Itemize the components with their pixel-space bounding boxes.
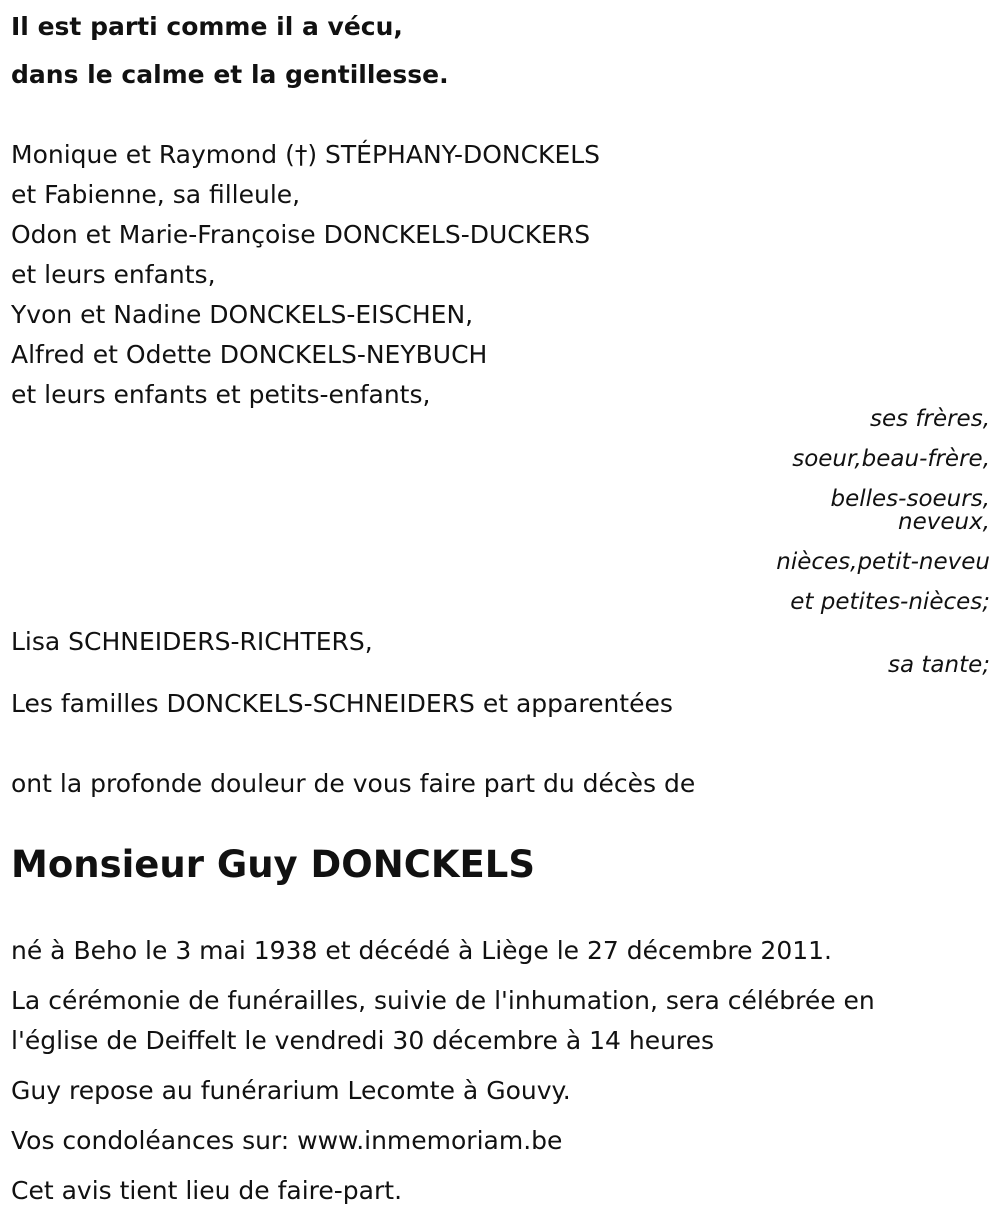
epitaph-line-2: dans le calme et la gentillesse.: [11, 60, 449, 89]
relation-label: neveux,: [898, 509, 990, 535]
family-line: Yvon et Nadine DONCKELS-EISCHEN,: [11, 300, 474, 329]
relation-label: soeur,beau-frère,: [792, 446, 990, 472]
notice-line: Cet avis tient lieu de faire-part.: [11, 1176, 403, 1205]
aunt-name: Lisa SCHNEIDERS-RICHTERS,: [11, 627, 373, 656]
relation-label: ses frères,: [869, 406, 990, 432]
rest-location-line: Guy repose au funérarium Lecomte à Gouvy.: [11, 1076, 571, 1105]
family-line: Monique et Raymond (†) STÉPHANY-DONCKELS: [11, 140, 601, 169]
birth-death-line: né à Beho le 3 mai 1938 et décédé à Liège le 27 décembre 2011.: [11, 936, 832, 965]
ceremony-line-2: l'église de Deiffelt le vendredi 30 décembre à 14 heures: [11, 1026, 715, 1055]
family-line: et Fabienne, sa filleule,: [11, 180, 301, 209]
family-line: et leurs enfants et petits-enfants,: [11, 380, 431, 409]
deceased-name: Monsieur Guy DONCKELS: [11, 843, 536, 886]
condolences-line: Vos condoléances sur: www.inmemoriam.be: [11, 1126, 563, 1155]
family-line: Alfred et Odette DONCKELS-NEYBUCH: [11, 340, 488, 369]
families-line: Les familles DONCKELS-SCHNEIDERS et apparentées: [11, 689, 673, 718]
relation-label: belles-soeurs,: [830, 486, 990, 512]
epitaph-line-1: Il est parti comme il a vécu,: [11, 12, 403, 41]
relation-label: et petites-nièces;: [790, 589, 990, 615]
family-line: et leurs enfants,: [11, 260, 216, 289]
ceremony-line-1: La cérémonie de funérailles, suivie de l'inhumation, sera célébrée en: [11, 986, 875, 1015]
announcement-line: ont la profonde douleur de vous faire part du décès de: [11, 769, 696, 798]
family-line: Odon et Marie-Françoise DONCKELS-DUCKERS: [11, 220, 591, 249]
aunt-relation: sa tante;: [888, 652, 990, 678]
relation-label: nièces,petit-neveu: [776, 549, 990, 575]
